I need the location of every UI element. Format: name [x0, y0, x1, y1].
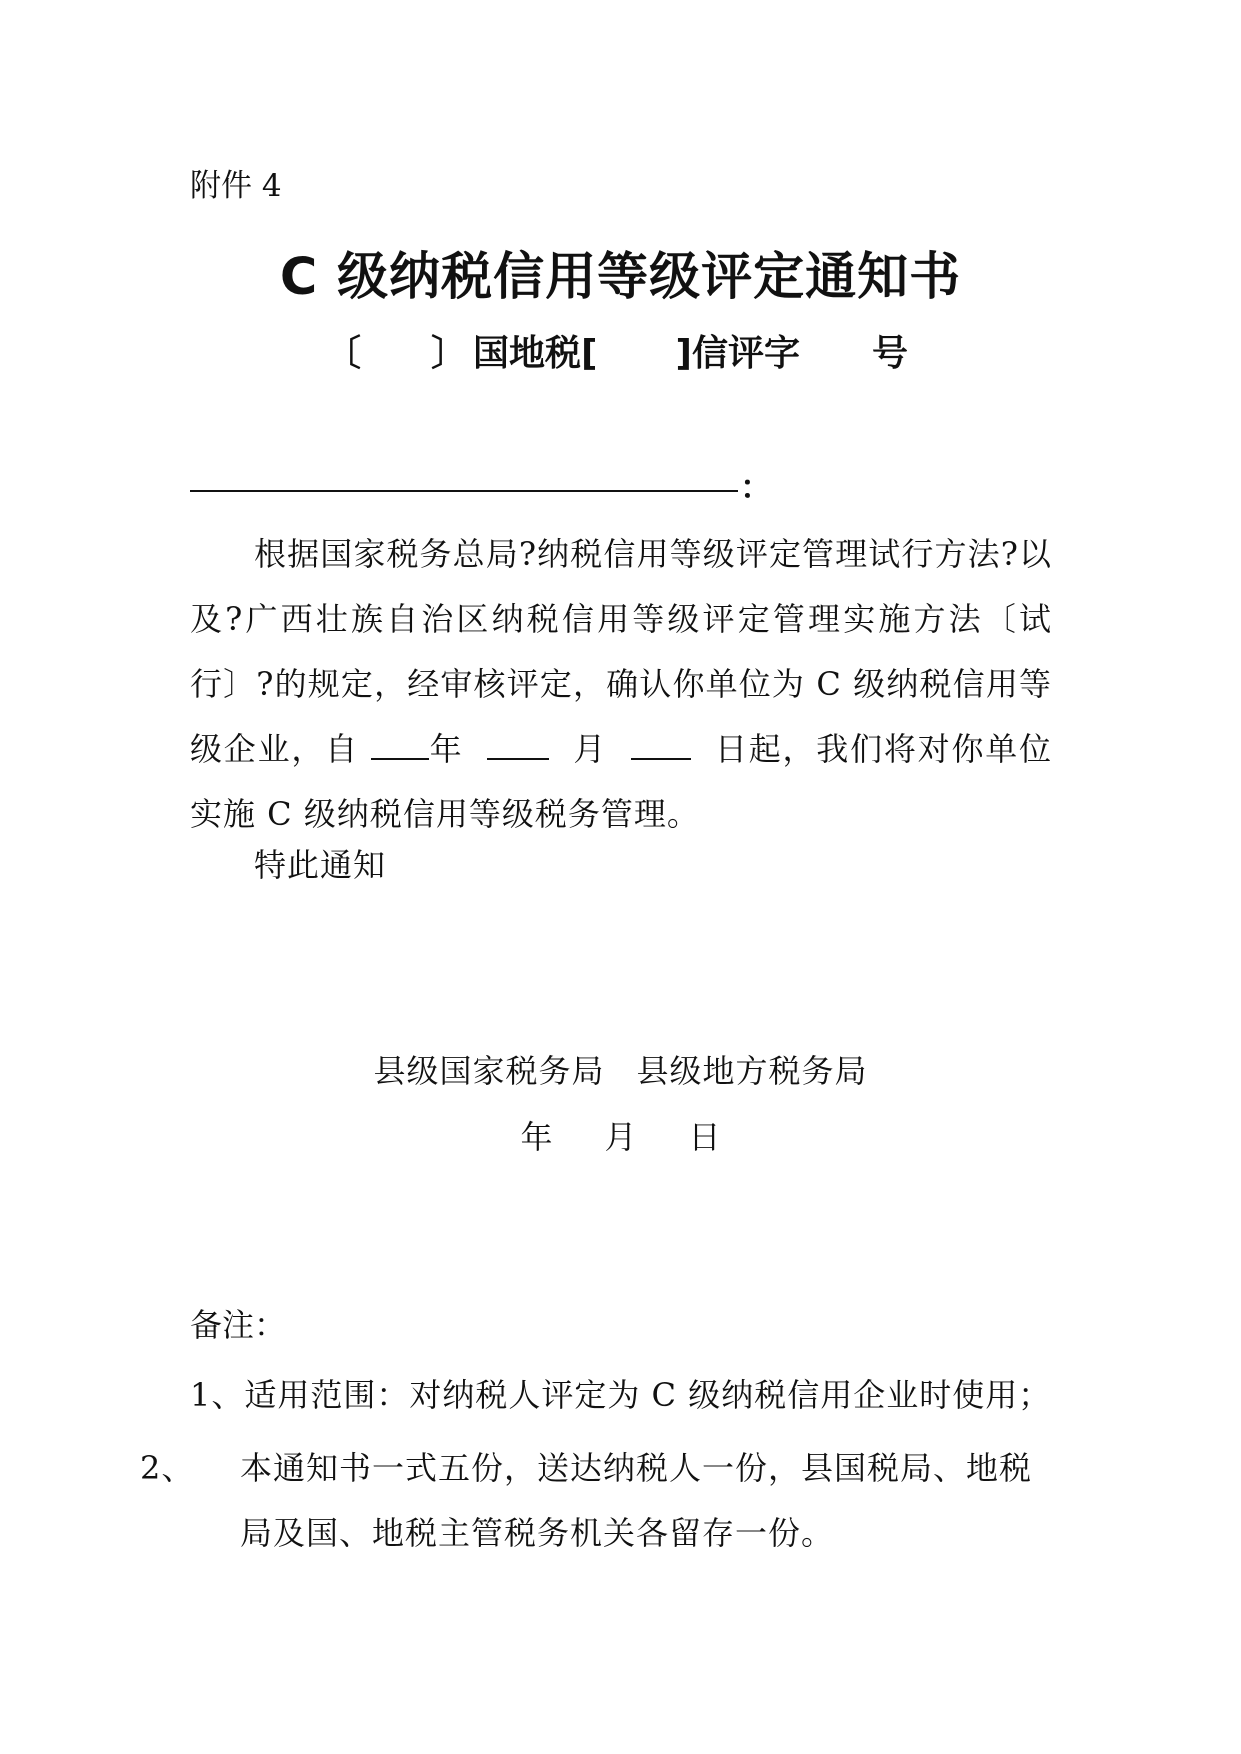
remark-item-2	[140, 1436, 1052, 1566]
signer-national-tax: 县级国家税务局	[373, 1052, 605, 1090]
year-blank	[371, 728, 429, 760]
doc-number-hao: 号	[871, 333, 908, 374]
signature-date	[0, 1112, 1241, 1158]
month-blank	[487, 728, 549, 760]
doc-number-close-paren: 〕	[431, 333, 468, 374]
body-text-main: 根据国家税务总局?纳税信用等级评定管理试行方法?以及?广西壮族自治区纳税信用等级评定管理实施方法〔试行〕?的规定，经审核评定，确认你单位为 C 级纳税信用等级企业，自	[190, 535, 1052, 768]
signer-local-tax: 县级地方税务局	[636, 1052, 868, 1090]
doc-number-close-bracket: ]	[675, 333, 692, 374]
remark-item-2-number: 2、	[140, 1449, 195, 1487]
body-paragraph	[190, 522, 1052, 847]
recipient-colon: ：	[740, 468, 773, 506]
document-title: C 级纳税信用等级评定通知书	[279, 248, 962, 307]
date-day-label: 日	[688, 1118, 721, 1156]
recipient-blank-line	[190, 490, 738, 492]
remarks-heading: 备注：	[190, 1306, 287, 1344]
doc-number-agency: 国地税[	[473, 333, 598, 374]
date-year-label: 年	[520, 1118, 553, 1156]
body-text-end: 日起，我们将对你单位实施 C 级纳税信用等级税务管理。	[190, 730, 1053, 833]
doc-number-suffix: 信评字	[691, 333, 800, 374]
date-month-label: 月	[604, 1118, 637, 1156]
day-blank	[631, 728, 691, 760]
body-year-label: 年	[428, 730, 464, 768]
remark-item-1: 1、适用范围：对纳税人评定为 C 级纳税信用企业时使用；	[190, 1376, 1052, 1414]
body-month-label: 月	[573, 730, 608, 768]
attachment-label: 附件 4	[190, 168, 282, 204]
document-number	[325, 325, 908, 376]
remark-item-2-text: 本通知书一式五份，送达纳税人一份，县国税局、地税局及国、地税主管税务机关各留存一份。	[240, 1449, 1033, 1552]
doc-number-open-paren: 〔	[325, 333, 362, 374]
signers	[0, 1046, 1241, 1092]
notice-text: 特此通知	[254, 846, 387, 884]
